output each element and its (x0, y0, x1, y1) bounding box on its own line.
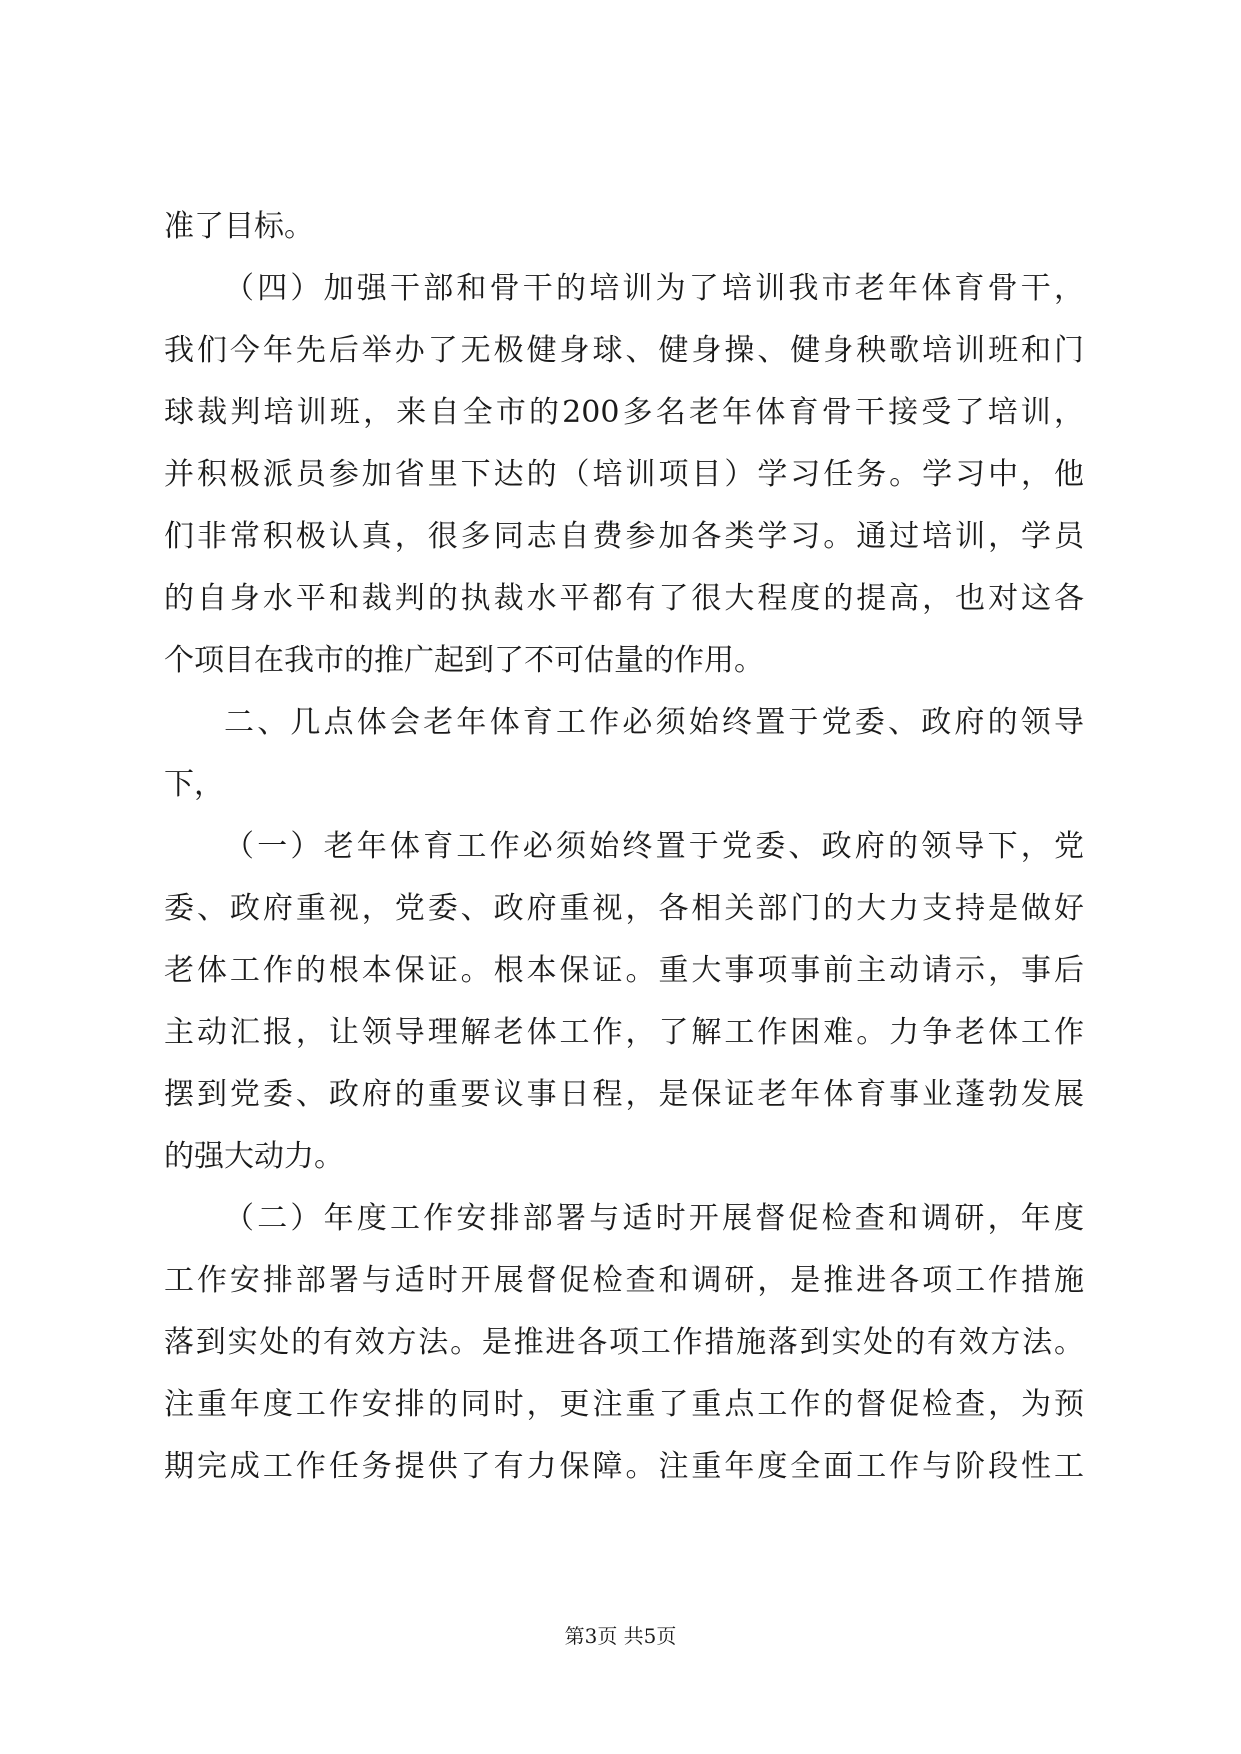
text-line: 下， (164, 767, 224, 802)
text-line: 摆到党委、政府的重要议事日程，是保证老年体育事业蓬勃发展 (164, 1077, 1084, 1112)
text-line: 准了目标。 (164, 209, 314, 244)
document-body (164, 196, 1084, 1498)
text-line: 委、政府重视，党委、政府重视，各相关部门的大力支持是做好 (164, 891, 1084, 926)
text-line: （一）老年体育工作必须始终置于党委、政府的领导下，党 (224, 829, 1084, 864)
text-line: 球裁判培训班，来自全市的200多名老年体育骨干接受了培训， (164, 395, 1084, 430)
text-line: 落到实处的有效方法。是推进各项工作措施落到实处的有效方法。 (164, 1325, 1084, 1360)
text-line: 个项目在我市的推广起到了不可估量的作用。 (164, 643, 764, 678)
text-line: 注重年度工作安排的同时，更注重了重点工作的督促检查，为预 (164, 1387, 1084, 1422)
text-line: 的自身水平和裁判的执裁水平都有了很大程度的提高，也对这各 (164, 581, 1084, 616)
text-line: 工作安排部署与适时开展督促检查和调研，是推进各项工作措施 (164, 1263, 1084, 1298)
text-line: （二）年度工作安排部署与适时开展督促检查和调研，年度 (224, 1201, 1084, 1236)
text-line: 期完成工作任务提供了有力保障。注重年度全面工作与阶段性工 (164, 1449, 1084, 1484)
text-line: 二、几点体会老年体育工作必须始终置于党委、政府的领导 (224, 705, 1084, 740)
page-number-footer: 第3页 共5页 (564, 1624, 677, 1648)
text-line: 并积极派员参加省里下达的（培训项目）学习任务。学习中，他 (164, 457, 1084, 492)
text-line: 老体工作的根本保证。根本保证。重大事项事前主动请示，事后 (164, 953, 1084, 988)
text-line: （四）加强干部和骨干的培训为了培训我市老年体育骨干， (224, 271, 1084, 306)
text-line: 我们今年先后举办了无极健身球、健身操、健身秧歌培训班和门 (164, 333, 1084, 368)
text-line: 主动汇报，让领导理解老体工作，了解工作困难。力争老体工作 (164, 1015, 1084, 1050)
text-line: 的强大动力。 (164, 1139, 344, 1174)
text-line: 们非常积极认真，很多同志自费参加各类学习。通过培训，学员 (164, 519, 1084, 554)
